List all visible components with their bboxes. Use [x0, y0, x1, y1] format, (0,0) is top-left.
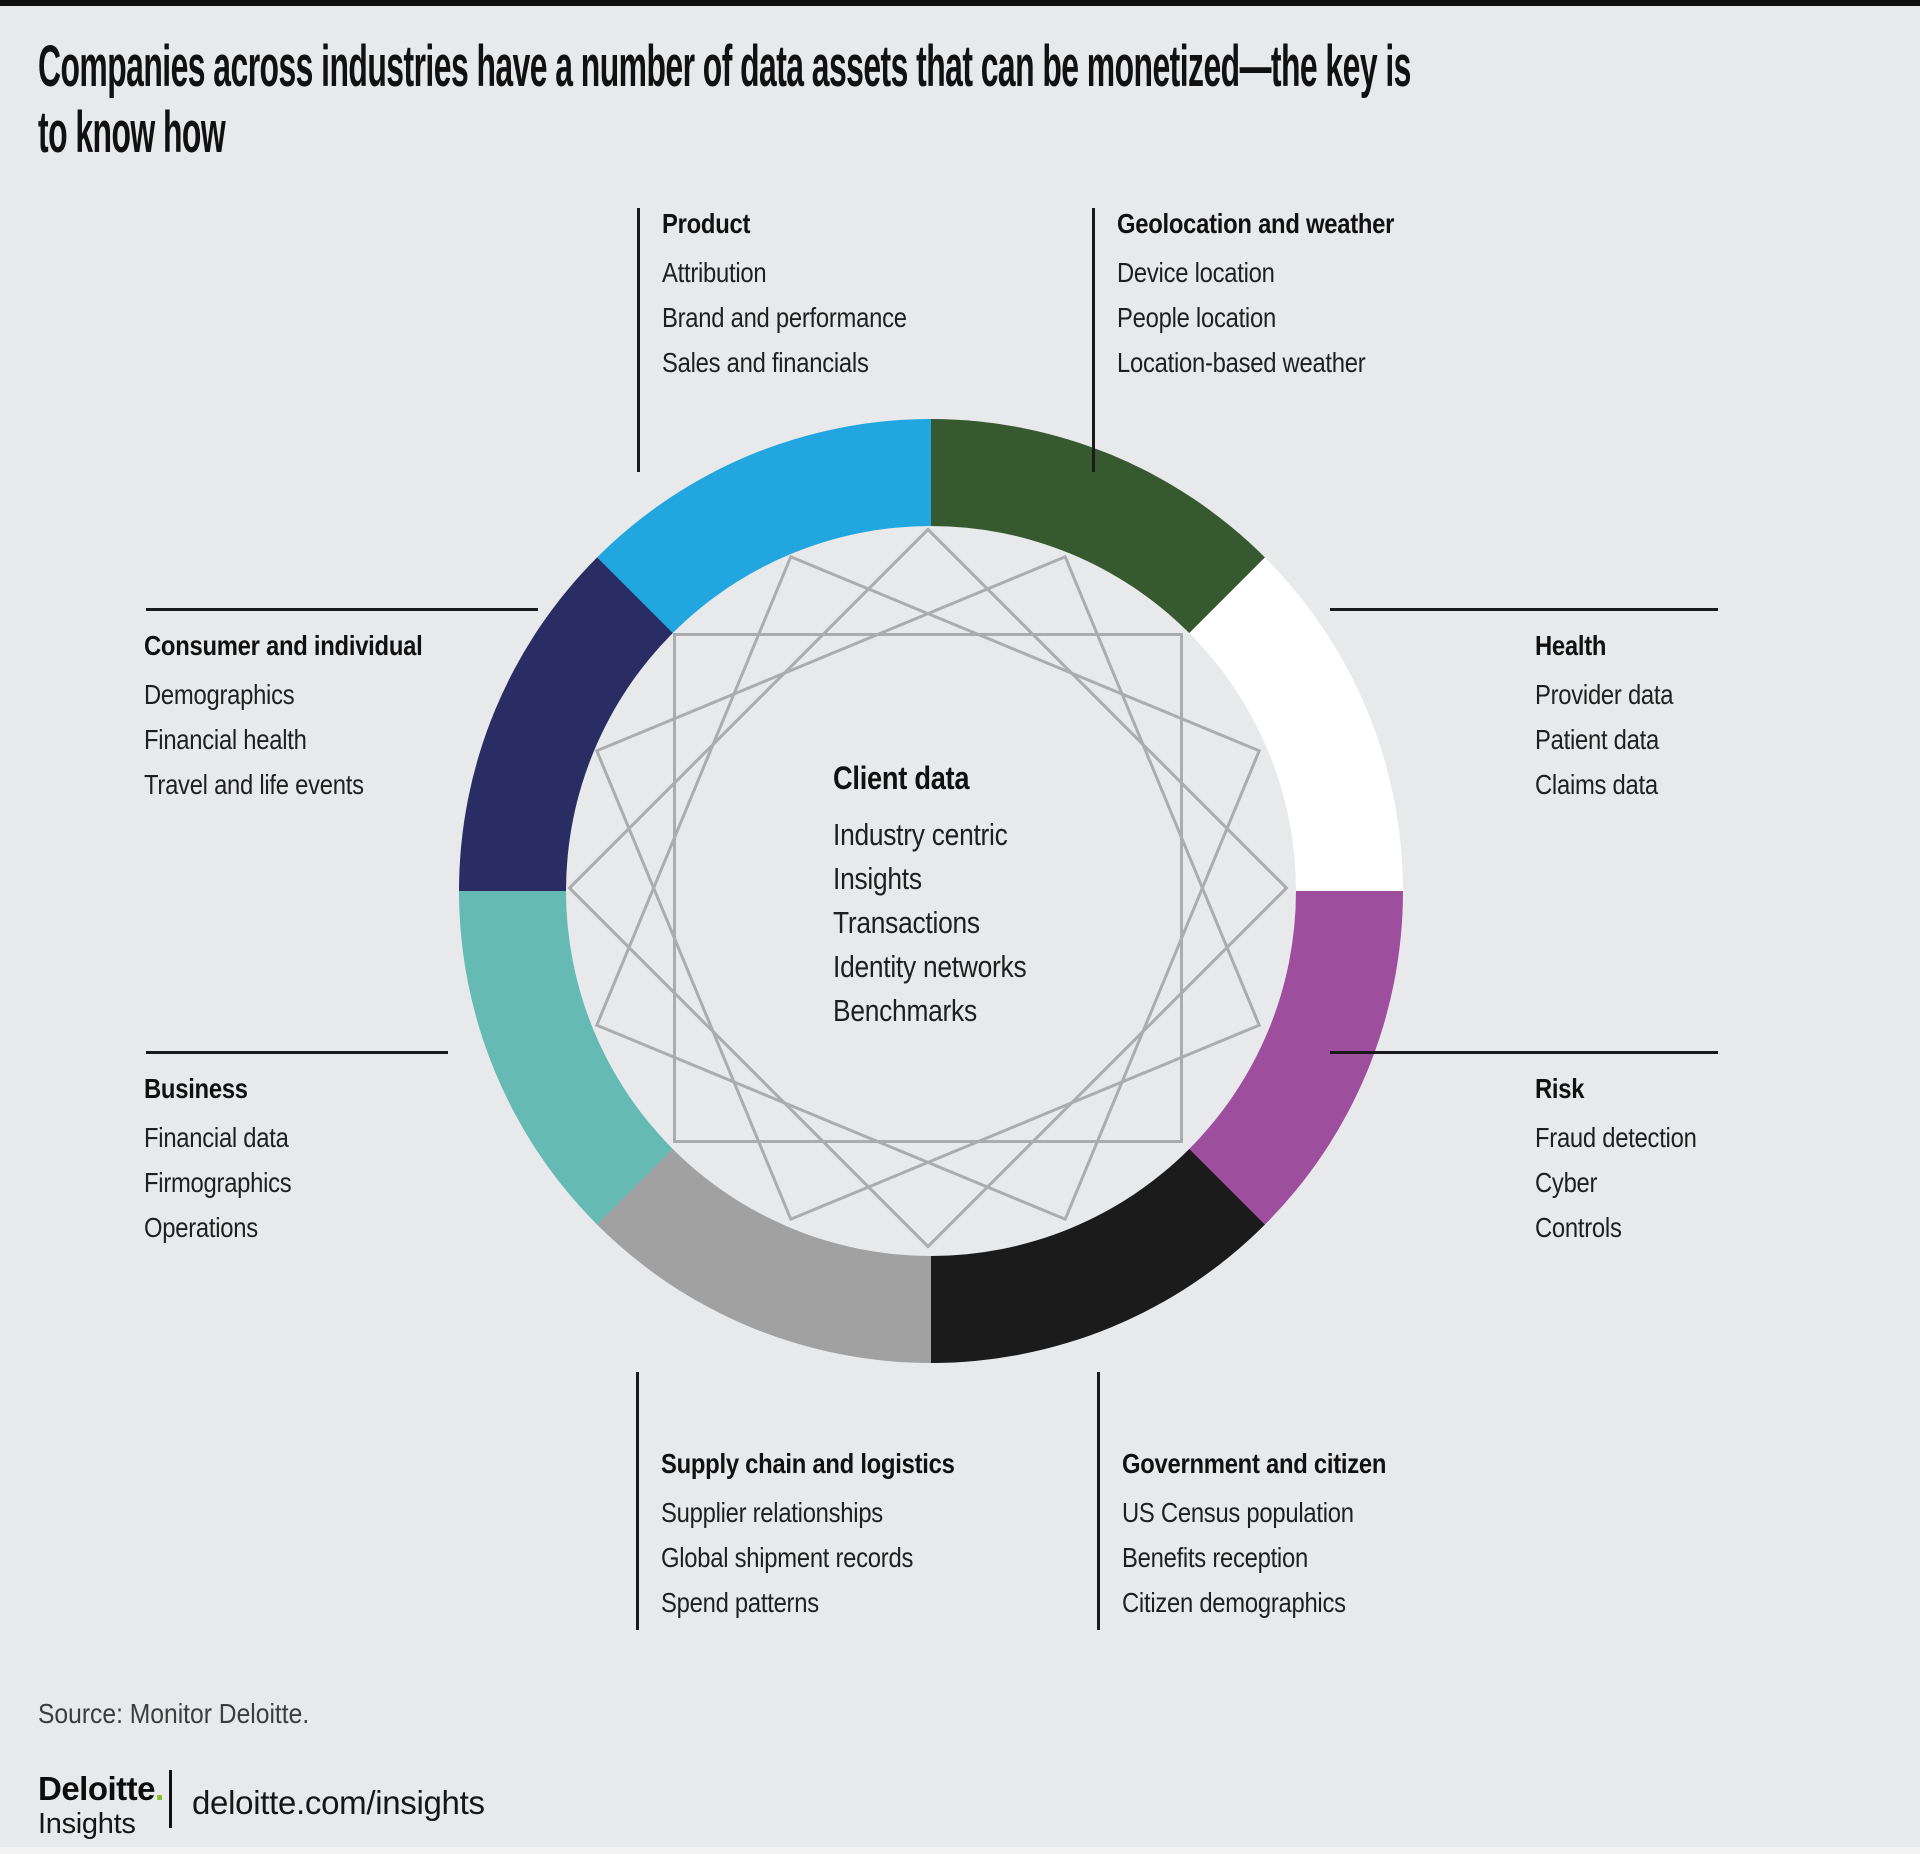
consumer-item: Travel and life events [144, 769, 364, 800]
client-data-item: Identity networks [833, 949, 1027, 984]
risk-item: Controls [1535, 1212, 1622, 1243]
health-item: Claims data [1535, 769, 1658, 800]
label-block-risk [1535, 1071, 1697, 1250]
geolocation-connector-line [1092, 208, 1095, 472]
business-item: Operations [144, 1212, 258, 1243]
government-item: Citizen demographics [1122, 1587, 1346, 1618]
geolocation-item: Device location [1117, 257, 1275, 288]
insights-site-link[interactable]: deloitte.com/insights [192, 1784, 485, 1821]
supply-connector-line [636, 1372, 639, 1630]
label-block-product [662, 206, 907, 385]
business-item: Firmographics [144, 1167, 292, 1198]
consumer-item: Demographics [144, 679, 295, 710]
supply-chain-item: Spend patterns [661, 1587, 819, 1618]
risk-connector-line [1330, 1051, 1718, 1054]
logo-divider [169, 1770, 172, 1828]
client-data-item: Industry centric [833, 817, 1008, 852]
risk-item: Cyber [1535, 1167, 1598, 1198]
label-block-consumer [144, 628, 422, 807]
label-block-health [1535, 628, 1673, 807]
bottom-edge-strip [0, 1847, 1920, 1854]
page-title-line1: Companies across industries have a number of data assets that can be monetized—the key is [38, 34, 1411, 99]
client-data-item: Benchmarks [833, 993, 977, 1028]
label-block-geolocation [1117, 206, 1394, 385]
geolocation-item: Location-based weather [1117, 347, 1366, 378]
health-title: Health [1535, 630, 1607, 661]
geolocation-item: People location [1117, 302, 1276, 333]
product-title: Product [662, 208, 751, 239]
consumer-item: Financial health [144, 724, 307, 755]
logo-subbrand: Insights [38, 1808, 136, 1840]
government-item: Benefits reception [1122, 1542, 1308, 1573]
business-connector-line [146, 1051, 448, 1054]
government-title: Government and citizen [1122, 1448, 1387, 1479]
page-title-line2: to know how [38, 100, 226, 165]
client-data-item: Insights [833, 861, 922, 896]
supply-chain-title: Supply chain and logistics [661, 1448, 955, 1479]
supply-chain-item: Supplier relationships [661, 1497, 883, 1528]
logo-green-dot: . [155, 1770, 165, 1807]
deloitte-insights-logo [38, 1772, 164, 1839]
government-connector-line [1097, 1372, 1100, 1630]
label-block-business [144, 1071, 291, 1250]
client-data-item: Transactions [833, 905, 980, 940]
business-title: Business [144, 1073, 248, 1104]
consumer-connector-line [146, 608, 538, 611]
product-item: Attribution [662, 257, 767, 288]
client-data-title: Client data [833, 760, 970, 796]
risk-title: Risk [1535, 1073, 1585, 1104]
label-block-government [1122, 1446, 1386, 1625]
product-connector-line [637, 208, 640, 472]
risk-item: Fraud detection [1535, 1122, 1697, 1153]
label-block-supply-chain [661, 1446, 955, 1625]
product-item: Sales and financials [662, 347, 869, 378]
health-item: Patient data [1535, 724, 1659, 755]
consumer-title: Consumer and individual [144, 630, 423, 661]
top-accent-bar [0, 0, 1920, 6]
source-note: Source: Monitor Deloitte. [38, 1698, 310, 1729]
logo-wordmark: Deloitte [38, 1770, 156, 1807]
client-data-block [833, 760, 1026, 1033]
product-item: Brand and performance [662, 302, 907, 333]
business-item: Financial data [144, 1122, 289, 1153]
page-title [38, 34, 1908, 166]
health-connector-line [1330, 608, 1718, 611]
health-item: Provider data [1535, 679, 1674, 710]
geolocation-title: Geolocation and weather [1117, 208, 1395, 239]
government-item: US Census population [1122, 1497, 1354, 1528]
supply-chain-item: Global shipment records [661, 1542, 914, 1573]
